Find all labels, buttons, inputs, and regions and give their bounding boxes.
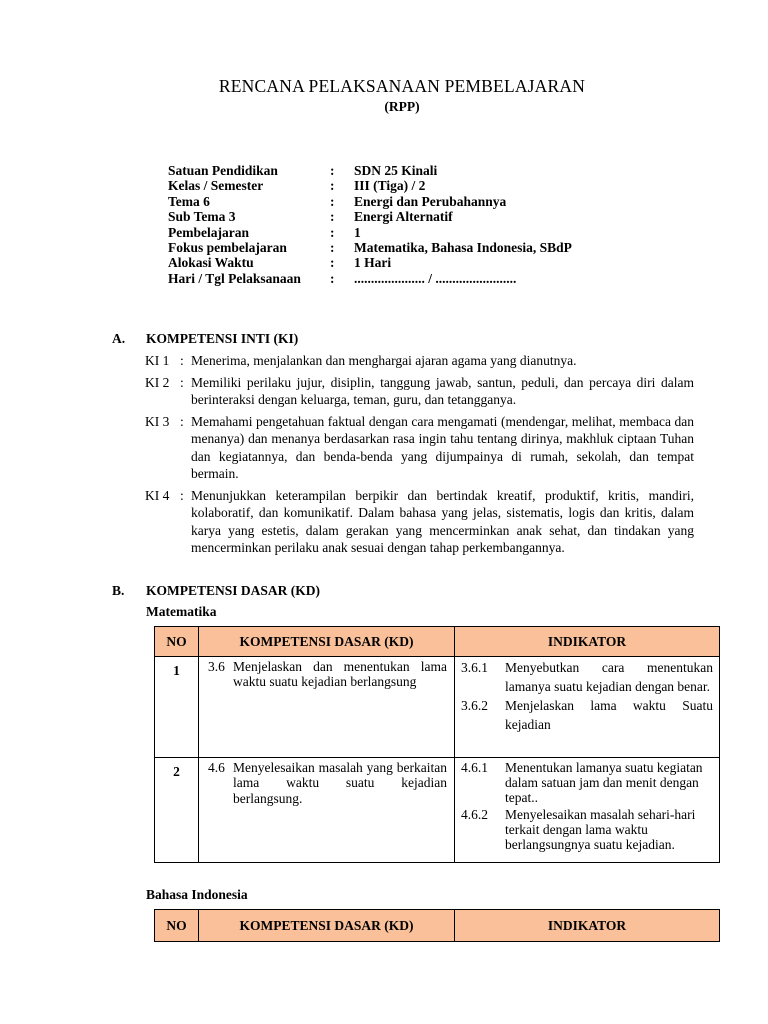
indicator-item xyxy=(461,807,713,853)
identity-colon: : xyxy=(330,178,335,194)
section-title: KOMPETENSI DASAR (KD) xyxy=(146,583,321,598)
kd-cell xyxy=(199,758,455,863)
kd-text: Menjelaskan dan menentukan lama waktu suatu kejadian berlangsung xyxy=(233,659,447,690)
indicator-text: Menjelaskan lama waktu Suatu kejadian xyxy=(505,698,713,732)
indicator-text: Menentukan lamanya suatu kegiatan dalam satuan jam dan menit dengan tepat.. xyxy=(505,760,703,806)
identity-label: Hari / Tgl Pelaksanaan xyxy=(168,270,301,286)
col-header-indikator: INDIKATOR xyxy=(455,910,720,942)
document-title: RENCANA PELAKSANAAN PEMBELAJARAN xyxy=(218,76,586,96)
identity-colon: : xyxy=(330,209,335,225)
identity-colon: : xyxy=(330,163,335,178)
section-letter: B. xyxy=(112,583,125,598)
col-header-indikator: INDIKATOR xyxy=(455,627,720,657)
ki-colon: : xyxy=(180,414,184,429)
table-row xyxy=(155,758,720,863)
identity-colon: : xyxy=(330,193,335,209)
identity-value: Energi dan Perubahannya xyxy=(354,193,507,209)
identity-label: Tema 6 xyxy=(168,193,210,209)
section-letter: A. xyxy=(112,331,126,346)
ki-text: Memahami pengetahuan faktual dengan cara mengamati (mendengar, melihat, membaca dan menanya) dan menanya berdasarkan rasa ingin tahu tentang dirinya, makhluk ciptaan Tuhan dan kegiatannya, dan benda-benda yang dijumpainya di rumah, sekolah, dan tempat bermain. xyxy=(191,414,694,481)
table-header-row xyxy=(155,910,720,942)
identity-value: Matematika, Bahasa Indonesia, SBdP xyxy=(354,239,572,255)
ki-text: Menunjukkan keterampilan berpikir dan bertindak kreatif, produktif, kritis, mandiri, kolaboratif, dan komunikatif. Dalam bahasa yang jelas, sistematis, logis dan kritis, dalam karya yang estetis, dalam gerakan yang mencerminkan anak sehat, dan tindakan yang mencerminkan perilaku anak sesuai dengan tahap perkembangannya. xyxy=(191,488,694,555)
ki-code: KI 3 xyxy=(145,414,170,429)
ki-item xyxy=(145,352,694,369)
subject-title-bahasa-indonesia: Bahasa Indonesia xyxy=(146,887,248,902)
kd-number: 3.6 xyxy=(208,659,225,674)
identity-colon: : xyxy=(330,239,335,255)
ki-colon: : xyxy=(180,353,184,368)
identity-label: Fokus pembelajaran xyxy=(168,239,287,255)
subject-title-matematika: Matematika xyxy=(146,604,217,619)
identity-value: Energi Alternatif xyxy=(354,209,453,225)
kd-table-bahasa-indonesia xyxy=(154,909,720,942)
identity-label: Sub Tema 3 xyxy=(168,209,236,225)
identity-value: 1 xyxy=(354,224,361,240)
indicator-cell xyxy=(455,657,720,758)
row-number: 2 xyxy=(155,758,199,863)
ki-text: Menerima, menjalankan dan menghargai ajaran agama yang dianutnya. xyxy=(191,353,577,368)
ki-code: KI 4 xyxy=(145,488,170,503)
table-header-row xyxy=(155,627,720,657)
kd-text: Menyelesaikan masalah yang berkaitan lama waktu suatu kejadian berlangsung. xyxy=(233,760,447,806)
identity-value: III (Tiga) / 2 xyxy=(354,178,426,194)
identity-value: SDN 25 Kinali xyxy=(354,163,438,178)
kd-number: 4.6 xyxy=(208,760,225,775)
identity-value: ..................... / ........................ xyxy=(354,270,517,286)
indicator-item xyxy=(461,697,713,734)
document-subtitle: (RPP) xyxy=(384,99,420,114)
indicator-text: Menyelesaikan masalah sehari-hari terkait dengan lama waktu berlangsungnya suatu kejadian. xyxy=(505,806,696,853)
identity-label: Alokasi Waktu xyxy=(168,255,254,271)
identity-colon: : xyxy=(330,255,335,271)
identity-label: Kelas / Semester xyxy=(168,178,264,194)
col-header-no: NO xyxy=(155,627,199,657)
identity-label: Satuan Pendidikan xyxy=(168,163,278,178)
ki-text: Memiliki perilaku jujur, disiplin, tanggung jawab, santun, peduli, dan percaya diri dalam berinteraksi dengan keluarga, teman, guru, dan tetangganya. xyxy=(191,375,694,408)
ki-code: KI 2 xyxy=(145,375,170,390)
indicator-text: Menyebutkan cara menentukan lamanya suatu kejadian dengan benar. xyxy=(505,660,713,694)
identity-colon: : xyxy=(330,270,335,286)
col-header-no: NO xyxy=(155,910,199,942)
ki-code: KI 1 xyxy=(145,353,170,368)
ki-item xyxy=(145,413,694,482)
identity-label: Pembelajaran xyxy=(168,224,249,240)
kd-item xyxy=(199,758,454,810)
identity-colon: : xyxy=(330,224,335,240)
kd-item xyxy=(199,657,454,694)
ki-item xyxy=(145,374,694,409)
ki-colon: : xyxy=(180,375,184,390)
kd-cell xyxy=(199,657,455,758)
section-title: KOMPETENSI INTI (KI) xyxy=(146,331,299,346)
indicator-number: 4.6.2 xyxy=(461,806,488,822)
indicator-item xyxy=(461,760,713,806)
col-header-kd: KOMPETENSI DASAR (KD) xyxy=(199,910,455,942)
col-header-kd: KOMPETENSI DASAR (KD) xyxy=(199,627,455,657)
indicator-number: 4.6.1 xyxy=(461,760,488,775)
ki-colon: : xyxy=(180,488,184,503)
table-row xyxy=(155,657,720,758)
identity-value: 1 Hari xyxy=(354,255,392,271)
ki-item xyxy=(145,487,694,556)
kd-table-matematika xyxy=(154,626,720,863)
row-number: 1 xyxy=(155,657,199,758)
indicator-number: 3.6.2 xyxy=(461,698,488,713)
indicator-cell xyxy=(455,758,720,863)
indicator-number: 3.6.1 xyxy=(461,660,488,675)
indicator-item xyxy=(461,659,713,696)
